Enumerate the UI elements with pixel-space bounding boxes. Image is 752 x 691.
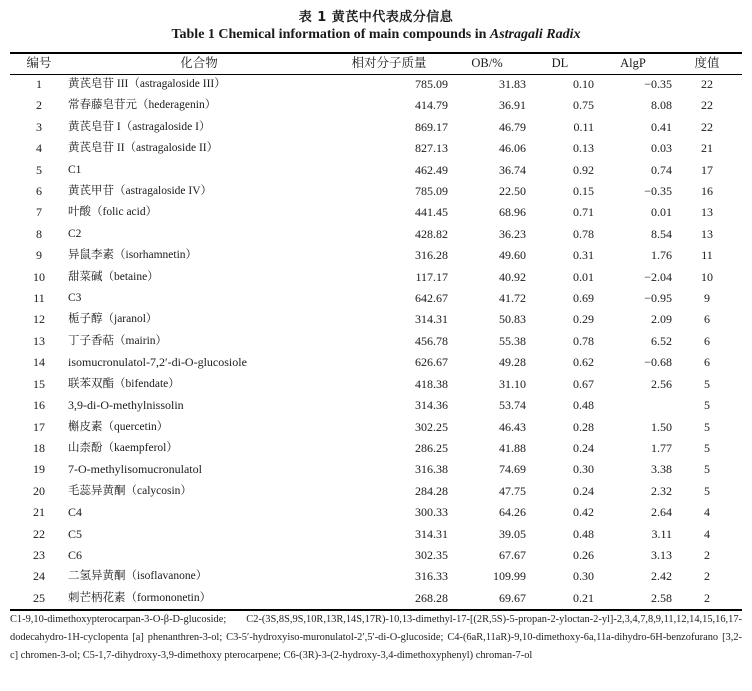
cell-mw: 316.38 — [415, 462, 448, 477]
cell-no: 2 — [36, 98, 42, 113]
cell-ob: 46.79 — [499, 119, 526, 134]
header-mw: 相对分子质量 — [351, 56, 427, 70]
header-ob: OB/% — [471, 56, 503, 70]
cell-degree: 5 — [704, 376, 710, 391]
cell-name: 槲皮素（quercetin） — [68, 420, 169, 433]
cell-no: 3 — [36, 119, 42, 134]
cell-no: 5 — [36, 162, 42, 177]
cell-alogp: 2.09 — [651, 312, 672, 327]
table-row — [10, 202, 742, 223]
cell-dl: 0.28 — [573, 419, 594, 434]
cell-name: C3 — [68, 292, 82, 305]
header-dl: DL — [551, 56, 569, 70]
cell-mw: 626.67 — [415, 355, 448, 370]
cell-no: 9 — [36, 248, 42, 263]
cell-mw: 284.28 — [415, 483, 448, 498]
cell-no: 21 — [33, 505, 45, 520]
cell-dl: 0.48 — [573, 398, 594, 413]
cell-degree: 22 — [701, 77, 713, 91]
cell-alogp — [594, 395, 672, 416]
cell-mw: 314.36 — [415, 398, 448, 413]
cell-mw: 314.31 — [415, 526, 448, 541]
cell-ob: 46.06 — [499, 141, 526, 156]
cell-degree: 13 — [701, 205, 713, 220]
cell-dl: 0.11 — [573, 119, 594, 134]
cell-ob: 53.74 — [499, 398, 526, 413]
table-title-cn: 表 1 黄芪中代表成分信息 — [298, 10, 454, 25]
cell-degree: 5 — [704, 419, 710, 434]
cell-alogp: 8.08 — [651, 98, 672, 113]
cell-no: 15 — [33, 376, 45, 391]
cell-dl: 0.01 — [573, 269, 594, 284]
cell-degree: 6 — [704, 333, 710, 348]
cell-no: 25 — [33, 590, 45, 605]
table-row — [10, 138, 742, 159]
cell-dl: 0.62 — [573, 355, 594, 370]
cell-dl: 0.24 — [573, 483, 594, 498]
table-row — [10, 588, 742, 609]
cell-alogp: 0.03 — [651, 141, 672, 156]
table-row — [10, 117, 742, 138]
table-title-en-text: Table 1 Chemical information of main compounds in — [171, 27, 490, 42]
cell-mw: 785.09 — [415, 184, 448, 199]
compound-table — [10, 53, 742, 609]
cell-no: 24 — [33, 569, 45, 584]
cell-name: 叶酸（folic acid） — [68, 206, 158, 219]
cell-ob: 46.43 — [499, 419, 526, 434]
cell-ob: 40.92 — [499, 269, 526, 284]
cell-dl: 0.92 — [573, 162, 594, 177]
cell-mw: 268.28 — [415, 590, 448, 605]
cell-mw: 117.17 — [415, 269, 448, 284]
cell-name: C5 — [68, 526, 83, 541]
cell-dl: 0.75 — [573, 98, 594, 113]
cell-alogp: 3.38 — [651, 462, 672, 477]
cell-dl: 0.30 — [573, 462, 594, 477]
header-alogp: AlgP — [620, 56, 646, 70]
cell-degree: 9 — [704, 291, 710, 306]
cell-name: isomucronulatol-7,2′-di-O-glucosiole — [68, 355, 247, 370]
cell-no: 13 — [33, 333, 45, 348]
cell-ob: 55.38 — [499, 333, 526, 348]
cell-alogp: 2.32 — [651, 483, 672, 498]
cell-degree: 2 — [704, 590, 710, 605]
cell-ob: 74.69 — [499, 462, 526, 477]
cell-no: 17 — [33, 419, 45, 434]
cell-degree: 22 — [701, 98, 713, 113]
cell-name: 异鼠李素（isorhamnetin） — [68, 249, 198, 262]
cell-alogp: 0.74 — [651, 162, 672, 177]
cell-name: 黄芪甲苷（astragaloside IV） — [68, 185, 213, 198]
cell-name: 栀子醇（jaranol） — [68, 313, 158, 326]
cell-name: C2 — [68, 227, 82, 240]
cell-ob: 47.75 — [499, 483, 526, 498]
cell-no: 14 — [33, 355, 45, 370]
cell-degree: 11 — [701, 248, 713, 263]
cell-dl: 0.69 — [573, 291, 594, 306]
cell-dl: 0.78 — [573, 333, 594, 348]
cell-name: 毛蕊异黄酮（calycosin） — [68, 484, 192, 497]
cell-alogp: 3.11 — [651, 526, 672, 541]
cell-name: C1 — [68, 163, 82, 176]
cell-name: C4 — [68, 505, 83, 520]
cell-ob: 49.60 — [499, 248, 526, 263]
cell-no: 22 — [33, 526, 45, 541]
cell-no: 7 — [36, 205, 42, 220]
cell-alogp: 1.77 — [651, 440, 672, 455]
cell-ob: 49.28 — [499, 355, 526, 370]
cell-dl: 0.78 — [573, 226, 594, 241]
cell-alogp: 1.76 — [651, 248, 672, 263]
cell-mw: 314.31 — [415, 312, 448, 327]
cell-no: 1 — [36, 77, 42, 91]
cell-mw: 428.82 — [415, 226, 448, 241]
cell-degree: 13 — [701, 226, 713, 241]
cell-no: 19 — [33, 462, 45, 477]
cell-no: 6 — [36, 184, 42, 199]
cell-no: 12 — [33, 312, 45, 327]
cell-degree: 17 — [701, 162, 713, 177]
table-row — [10, 374, 742, 395]
table-row — [10, 502, 742, 523]
cell-dl: 0.26 — [573, 547, 594, 562]
table-row — [10, 181, 742, 202]
table-title-en-italic: Astragali Radix — [489, 27, 581, 42]
cell-degree: 2 — [704, 547, 710, 562]
table-row — [10, 74, 742, 95]
cell-alogp: 2.56 — [651, 376, 672, 391]
cell-alogp: −0.35 — [644, 184, 672, 199]
cell-alogp: −2.04 — [644, 269, 672, 284]
cell-name: 黄芪皂苷 I（astragaloside I） — [68, 120, 211, 133]
header-degree: 度值 — [694, 56, 720, 70]
header-no: 编号 — [26, 56, 52, 70]
cell-dl: 0.15 — [573, 184, 594, 199]
cell-mw: 462.49 — [415, 162, 448, 177]
cell-dl: 0.42 — [573, 505, 594, 520]
table-row — [10, 566, 742, 587]
cell-name: 二氢异黄酮（isoflavanone） — [68, 570, 208, 583]
cell-mw: 302.35 — [415, 547, 448, 562]
cell-name: 山柰酚（kaempferol） — [68, 441, 178, 454]
cell-dl: 0.10 — [573, 77, 594, 91]
header-name: 化合物 — [180, 56, 218, 70]
cell-ob: 36.74 — [499, 162, 526, 177]
cell-alogp: 2.64 — [651, 505, 672, 520]
cell-ob: 68.96 — [499, 205, 526, 220]
cell-dl: 0.71 — [573, 205, 594, 220]
table-row — [10, 288, 742, 309]
cell-name: 刺芒柄花素（formononetin） — [68, 591, 212, 604]
cell-mw: 316.33 — [415, 569, 448, 584]
cell-degree: 4 — [704, 526, 710, 541]
table-row — [10, 481, 742, 502]
cell-no: 10 — [33, 269, 45, 284]
cell-name: 黄芪皂苷 II（astragaloside II） — [68, 142, 219, 155]
table-row — [10, 395, 742, 416]
table-row — [10, 95, 742, 116]
cell-mw: 300.33 — [415, 505, 448, 520]
table-row — [10, 331, 742, 352]
cell-name: 甜菜碱（betaine） — [68, 270, 159, 283]
cell-degree: 6 — [704, 355, 710, 370]
cell-ob: 41.88 — [499, 440, 526, 455]
cell-name: 黄芪皂苷 III（astragaloside III） — [68, 78, 226, 90]
cell-dl: 0.67 — [573, 376, 594, 391]
cell-name: 联苯双酯（bifendate） — [68, 377, 180, 390]
cell-degree: 21 — [701, 141, 713, 156]
cell-alogp: 0.01 — [651, 205, 672, 220]
cell-alogp: 2.58 — [651, 590, 672, 605]
cell-degree: 4 — [704, 505, 710, 520]
cell-alogp: −0.35 — [644, 77, 672, 91]
cell-ob: 31.10 — [499, 376, 526, 391]
cell-dl: 0.48 — [573, 526, 594, 541]
cell-degree: 10 — [701, 269, 713, 284]
cell-mw: 869.17 — [415, 119, 448, 134]
cell-mw: 827.13 — [415, 141, 448, 156]
cell-alogp: −0.95 — [644, 291, 672, 306]
cell-ob: 22.50 — [499, 184, 526, 199]
cell-degree: 16 — [701, 184, 713, 199]
table-row — [10, 417, 742, 438]
cell-ob: 69.67 — [499, 590, 526, 605]
cell-alogp: 6.52 — [651, 333, 672, 348]
cell-degree: 5 — [704, 483, 710, 498]
cell-mw: 418.38 — [415, 376, 448, 391]
cell-degree: 5 — [704, 440, 710, 455]
table-row — [10, 267, 742, 288]
cell-alogp: 0.41 — [651, 119, 672, 134]
cell-mw: 414.79 — [415, 98, 448, 113]
cell-alogp: −0.68 — [644, 355, 672, 370]
cell-mw: 441.45 — [415, 205, 448, 220]
cell-ob: 41.72 — [499, 291, 526, 306]
cell-no: 8 — [36, 226, 42, 241]
cell-mw: 286.25 — [415, 440, 448, 455]
cell-alogp: 3.13 — [651, 547, 672, 562]
cell-name: 7-O-methylisomucronulatol — [68, 462, 202, 477]
cell-ob: 39.05 — [499, 526, 526, 541]
cell-name: C6 — [68, 547, 83, 562]
cell-mw: 456.78 — [415, 333, 448, 348]
table-row — [10, 545, 742, 566]
table-row — [10, 352, 742, 373]
cell-no: 16 — [33, 398, 45, 413]
cell-dl: 0.31 — [573, 248, 594, 263]
table-title-en — [0, 27, 752, 43]
cell-alogp: 8.54 — [651, 226, 672, 241]
cell-name: 常春藤皂苷元（hederagenin） — [68, 99, 217, 112]
cell-mw: 785.09 — [415, 77, 448, 91]
table-footnote: C1-9,10-dimethoxypterocarpan-3-O-β-D-glucoside; C2-(3S,8S,9S,10R,13R,14S,17R)-10,13-dimethyl-17-[(2R,5S)-5-propan-2-yloctan-2-yl]-2,3,4,7,8,9,11,12,14,15,16,17-dodecahydro-1H-cyclopenta [a] phenanthren-3-ol; C3-5′-hydroxyiso-muronulatol-2′,5′-di-O-glucoside; C4-(6aR,11aR)-9,10-dimethoxy-6a,11a-dihydro-6H-benzofurano [3,2-c] chromen-3-ol; C5-1,7-dihydroxy-3,9-dimethoxy pterocarpene; C6-(3R)-3-(2-hydroxy-3,4-dimethoxyphenyl) chroman-7-ol — [10, 614, 742, 661]
table-row — [10, 224, 742, 245]
cell-no: 23 — [33, 547, 45, 562]
table-row — [10, 245, 742, 266]
cell-dl: 0.13 — [573, 141, 594, 156]
cell-ob: 36.23 — [499, 226, 526, 241]
cell-dl: 0.29 — [573, 312, 594, 327]
cell-mw: 302.25 — [415, 419, 448, 434]
cell-no: 18 — [33, 440, 45, 455]
cell-degree: 2 — [704, 569, 710, 584]
table-row — [10, 309, 742, 330]
cell-ob: 31.83 — [499, 77, 526, 91]
cell-no: 20 — [33, 483, 45, 498]
cell-degree: 5 — [704, 398, 710, 413]
cell-dl: 0.24 — [573, 440, 594, 455]
cell-no: 11 — [33, 291, 45, 306]
cell-ob: 64.26 — [499, 505, 526, 520]
cell-degree: 6 — [704, 312, 710, 327]
cell-mw: 316.28 — [415, 248, 448, 263]
cell-dl: 0.30 — [573, 569, 594, 584]
cell-name: 3,9-di-O-methylnissolin — [68, 398, 184, 413]
cell-ob: 109.99 — [493, 569, 526, 584]
table-row — [10, 524, 742, 545]
cell-name: 丁子香萜（mairin） — [68, 334, 168, 347]
cell-alogp: 2.42 — [651, 569, 672, 584]
table-row — [10, 438, 742, 459]
header-row — [10, 53, 742, 74]
cell-ob: 50.83 — [499, 312, 526, 327]
cell-degree: 22 — [701, 119, 713, 134]
table-row — [10, 160, 742, 181]
table-row — [10, 459, 742, 480]
cell-dl: 0.21 — [573, 590, 594, 605]
cell-ob: 36.91 — [499, 98, 526, 113]
cell-degree: 5 — [704, 462, 710, 477]
cell-ob: 67.67 — [499, 547, 526, 562]
cell-alogp: 1.50 — [651, 419, 672, 434]
cell-no: 4 — [36, 141, 42, 156]
cell-mw: 642.67 — [415, 291, 448, 306]
